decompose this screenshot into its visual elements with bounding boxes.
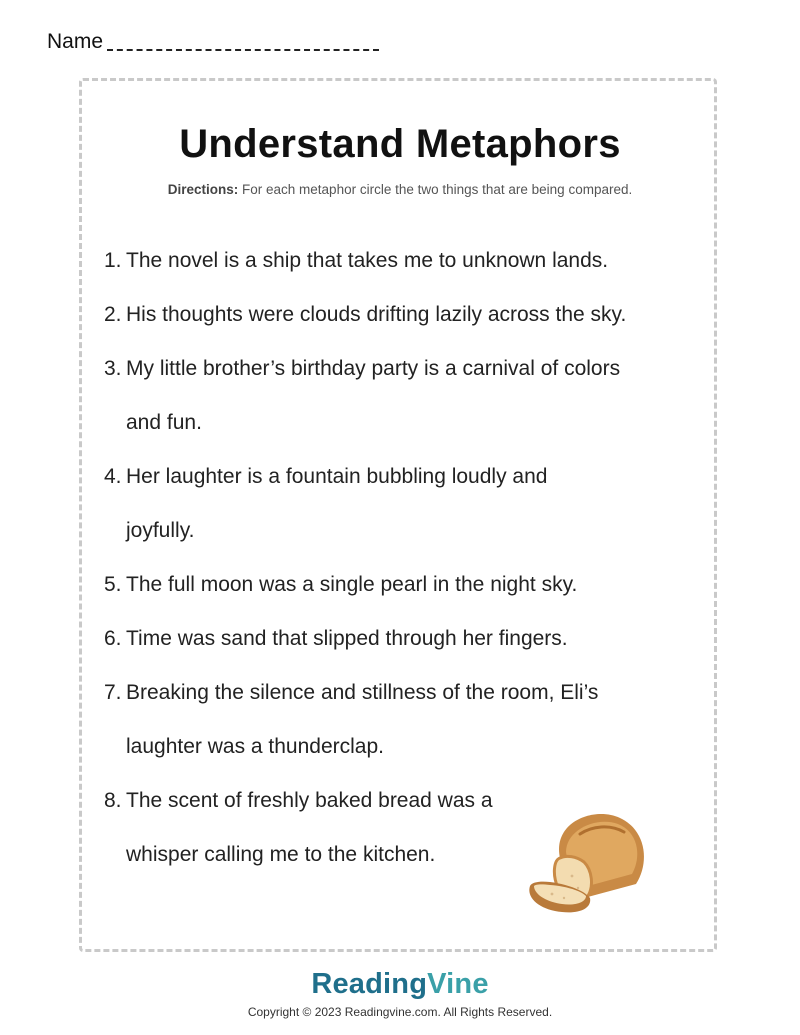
readingvine-logo bbox=[0, 968, 800, 1001]
list-item bbox=[104, 558, 666, 612]
directions-label: Directions: bbox=[167, 182, 239, 197]
page-title: Understand Metaphors bbox=[179, 122, 621, 166]
item-text[interactable]: The full moon was a single pearl in the night sky. bbox=[126, 573, 578, 596]
logo-vine: Vine bbox=[427, 968, 489, 1000]
list-item bbox=[104, 288, 636, 342]
name-field[interactable] bbox=[47, 30, 379, 54]
logo-reading: Reading bbox=[311, 968, 428, 1000]
item-text[interactable]: His thoughts were clouds drifting lazily across the sky. bbox=[126, 303, 627, 326]
item-number: 7. bbox=[104, 681, 122, 704]
item-text[interactable]: My little brother’s birthday party is a carnival of colors and fun. bbox=[126, 357, 621, 434]
list-item bbox=[104, 342, 626, 450]
item-text[interactable]: The scent of freshly baked bread was a whisper calling me to the kitchen. bbox=[126, 789, 493, 866]
item-number: 8. bbox=[104, 789, 122, 812]
list-item bbox=[104, 666, 646, 774]
item-number: 4. bbox=[104, 465, 122, 488]
directions-text: For each metaphor circle the two things that are being compared. bbox=[238, 182, 633, 197]
metaphor-list bbox=[104, 234, 664, 882]
item-text[interactable]: Breaking the silence and stillness of the room, Eli’s laughter was a thunderclap. bbox=[126, 681, 599, 758]
item-text[interactable]: Time was sand that slipped through her fingers. bbox=[126, 627, 568, 650]
copyright-text: Copyright © 2023 Readingvine.com. All Rights Reserved. bbox=[247, 1005, 553, 1019]
item-number: 6. bbox=[104, 627, 122, 650]
list-item bbox=[104, 234, 666, 288]
directions bbox=[0, 182, 800, 197]
name-blank-line[interactable] bbox=[107, 49, 379, 51]
list-item bbox=[104, 774, 526, 882]
item-number: 5. bbox=[104, 573, 122, 596]
name-label: Name bbox=[47, 30, 104, 53]
item-text[interactable]: Her laughter is a fountain bubbling loudly and joyfully. bbox=[126, 465, 548, 542]
list-item bbox=[104, 450, 606, 558]
list-item bbox=[104, 612, 666, 666]
bread-loaf-illustration bbox=[522, 800, 652, 918]
item-number: 3. bbox=[104, 357, 122, 380]
item-text[interactable]: The novel is a ship that takes me to unknown lands. bbox=[126, 249, 609, 272]
item-number: 1. bbox=[104, 249, 122, 272]
item-number: 2. bbox=[104, 303, 122, 326]
